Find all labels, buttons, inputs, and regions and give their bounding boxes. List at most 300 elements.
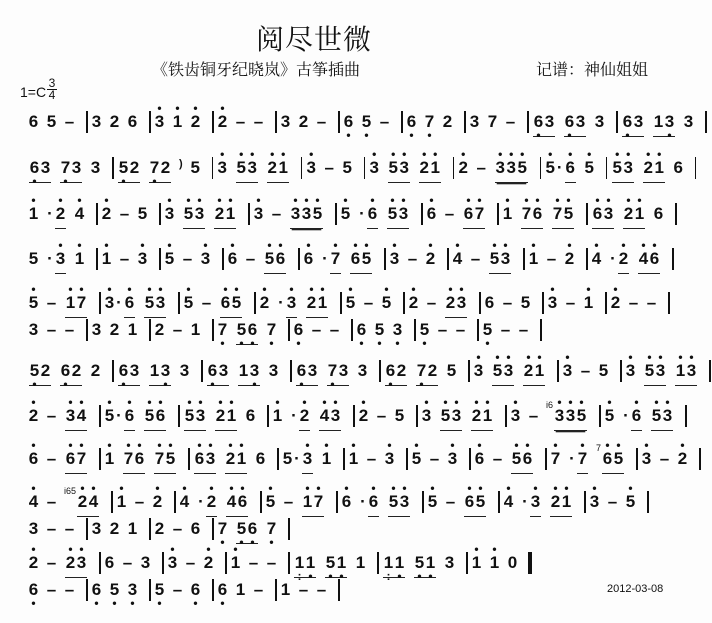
note: 5 • — [388, 481, 399, 511]
notation-row: 4 • – i65 2 • 4 • 1 • – 2 • 4 • · 2 • 4 • 6 • 5 • – 1 • 7 • 6 • · 6 • 5 • 3 • 5 • – 6 • 5 • 4 • · 3 • 2 • 1 • 3 • – 5 • — [28, 492, 652, 522]
barline — [158, 553, 167, 575]
note: 1 • — [675, 350, 686, 380]
note: 6 • — [118, 361, 129, 391]
beam-group — [440, 395, 462, 431]
barline — [643, 492, 652, 514]
note: 5 • — [264, 238, 275, 268]
barline — [580, 492, 589, 514]
barline — [347, 320, 356, 342]
barline — [92, 204, 101, 226]
note: 5 • — [563, 193, 574, 223]
note: 7 • — [550, 438, 561, 468]
note: 1 • — [654, 147, 664, 177]
note: 5 • — [29, 361, 40, 391]
note: 7 • — [217, 519, 228, 549]
barline — [412, 406, 421, 428]
note: 6 • — [190, 580, 201, 610]
note: 6 • — [522, 438, 533, 468]
beam-group — [416, 361, 438, 391]
note: 1 • — [116, 481, 127, 511]
barline — [286, 361, 295, 383]
barline — [494, 492, 503, 514]
beam-group — [118, 158, 140, 188]
barline — [595, 406, 604, 428]
barline — [375, 361, 384, 383]
beam-group — [623, 193, 645, 229]
note: 5 — [282, 449, 293, 468]
barline — [92, 249, 101, 271]
beam-group — [414, 553, 436, 583]
beam-group — [387, 193, 409, 229]
note: 2 • — [101, 193, 112, 223]
dash: – — [235, 112, 246, 131]
beam-group — [319, 395, 341, 431]
note: 1 • — [583, 282, 594, 312]
beam-group — [495, 147, 528, 183]
beam-group — [651, 395, 673, 431]
dash: – — [46, 553, 57, 572]
note: 3 — [179, 361, 190, 380]
dash: – — [271, 204, 282, 223]
note: 3 — [28, 519, 39, 538]
note: 5 • — [419, 320, 430, 350]
notation-row — [28, 580, 343, 610]
note: 1 • — [502, 193, 513, 223]
note: 6 • — [464, 481, 475, 511]
note: 5 • — [511, 438, 522, 468]
note: 3 • — [155, 282, 166, 312]
beam-group — [236, 519, 258, 549]
note: 6 • — [237, 481, 248, 511]
note: 3 • — [389, 238, 400, 268]
note: 6 • — [565, 147, 575, 177]
note: 1 • — [489, 542, 500, 572]
note: 1 : — [383, 553, 394, 583]
barline — [538, 293, 547, 315]
note: 5 — [394, 406, 405, 425]
note: 3 • — [451, 395, 462, 425]
barline — [82, 519, 91, 541]
barline — [399, 293, 408, 315]
barline — [208, 320, 217, 342]
beam-group — [565, 147, 576, 183]
note: 3 • — [686, 350, 697, 380]
note: 2 • — [643, 147, 653, 177]
barline — [221, 553, 230, 575]
note: 6 — [484, 293, 495, 312]
barline — [208, 519, 217, 541]
note: 1 • — [226, 395, 237, 425]
note: 2 • — [306, 282, 317, 312]
dash: – — [172, 580, 183, 599]
note: 2 • — [55, 193, 66, 223]
note: 5 • — [236, 519, 247, 549]
note: 3 • — [562, 350, 573, 380]
beam-group — [325, 553, 347, 583]
dash: – — [445, 492, 456, 511]
note: 6 • — [649, 238, 660, 268]
notation-row: 5 · 3 • 1 • 1 • – 3 • 5 • – 3 • 6 • – 5 • 6 • 6 • · 7 • 6 • 5 • 3 • – 2 • 4 • – 5 • 3 • 1 • – 2 • 4 • · 2 • 4 • 6 • — [28, 249, 677, 279]
dash: – — [646, 293, 657, 312]
beam-group — [511, 438, 533, 474]
note: 3 • — [655, 350, 666, 380]
note: 3 — [40, 158, 51, 177]
dash: – — [518, 320, 529, 339]
note: 5 • — [612, 147, 622, 177]
note: 6 • — [426, 193, 437, 223]
note: 5 • — [325, 553, 336, 583]
note: 3 • — [127, 580, 138, 610]
beam-group — [530, 481, 541, 517]
barline — [380, 249, 389, 271]
note: 6 • — [631, 395, 642, 425]
note: 3 • — [154, 101, 165, 131]
note: 3 • — [302, 438, 313, 468]
note: 6 • — [406, 112, 417, 142]
note: 1 • — [236, 438, 247, 468]
beam-group — [55, 238, 66, 274]
note: 3 • — [286, 282, 297, 312]
beam-group — [183, 193, 205, 229]
note: 1 • — [528, 238, 539, 268]
note: 3 • — [194, 193, 205, 223]
note: 3 • — [565, 395, 576, 425]
note: 6 • — [60, 361, 71, 391]
barline — [184, 449, 193, 471]
note: 7 • — [424, 112, 435, 142]
beam-group — [207, 361, 229, 391]
note: 3 • — [384, 438, 395, 468]
beam-group — [206, 481, 217, 517]
note: 5 — [520, 293, 531, 312]
note: 6 — [104, 553, 115, 572]
note: 5 • — [154, 580, 165, 610]
barline — [519, 249, 528, 271]
barline — [402, 449, 411, 471]
barline — [256, 492, 265, 514]
note: 5 • — [345, 282, 356, 312]
note: 5 • — [312, 193, 323, 223]
note: 1 • — [74, 238, 85, 268]
note: 1 — [127, 320, 138, 339]
note: 6 • — [28, 580, 39, 610]
note: 3 • — [217, 147, 227, 177]
notation-row — [28, 320, 545, 350]
note: 6 • — [385, 361, 396, 391]
barline — [691, 158, 700, 180]
dash: – — [426, 293, 437, 312]
dash: – — [316, 112, 327, 131]
dash: – — [607, 492, 618, 511]
note: 6 — [28, 112, 39, 131]
dash: – — [316, 580, 327, 599]
note: 3 • — [137, 238, 148, 268]
dash: – — [122, 553, 133, 572]
note: 3 — [218, 361, 229, 380]
barline — [632, 449, 641, 471]
beam-group — [492, 350, 514, 386]
note: 2 • — [458, 147, 468, 177]
transcriber-credit: 记谱：神仙姐姐 — [536, 60, 649, 79]
barline — [582, 249, 591, 271]
note: 4 • — [319, 395, 330, 425]
note: 6 • — [217, 580, 228, 610]
beam-group — [302, 481, 324, 517]
note: 6 • — [28, 438, 39, 468]
note: 1 • — [482, 395, 493, 425]
barline — [339, 449, 348, 471]
note: 5 — [446, 361, 457, 380]
barline — [464, 361, 473, 383]
notation-row — [28, 542, 534, 583]
note: 3 • — [603, 193, 614, 223]
beam-group — [65, 282, 87, 318]
note: 7 • — [76, 282, 87, 312]
barline — [373, 553, 382, 575]
dash: – — [363, 293, 374, 312]
note: 7 • — [266, 519, 277, 549]
note: 5 • — [576, 395, 587, 425]
note: 3 • — [167, 542, 178, 572]
beam-group — [149, 158, 171, 188]
note: 3 • — [510, 395, 521, 425]
note: 5 • — [265, 481, 276, 511]
beam-group — [225, 438, 247, 474]
note: 3 • — [447, 438, 458, 468]
note: 1 : — [294, 553, 305, 583]
barline — [701, 112, 710, 134]
note: 3 • — [421, 395, 432, 425]
note: 5 • — [236, 147, 246, 177]
dash: – — [46, 406, 57, 425]
note: 6 • — [220, 282, 231, 312]
note: 6 • — [124, 282, 135, 312]
note: 1 • — [28, 193, 39, 223]
note: 6 • — [532, 193, 543, 223]
note: 5 — [342, 158, 352, 177]
dash: – — [366, 449, 377, 468]
note: 4 • — [638, 238, 649, 268]
beam-group — [327, 361, 349, 391]
beam-group — [653, 112, 675, 142]
note: 2 — [427, 361, 438, 380]
beam-group — [463, 193, 485, 229]
barline — [449, 158, 458, 180]
note: 5 • — [625, 481, 636, 511]
barline — [536, 158, 545, 180]
note: 2 — [109, 519, 120, 538]
note: 2 • — [618, 238, 629, 268]
note: 5 • — [104, 395, 115, 425]
note: 7 • — [123, 438, 134, 468]
barline — [465, 449, 474, 471]
dash: – — [492, 449, 503, 468]
note: 2 • — [523, 350, 534, 380]
barline — [612, 112, 621, 134]
note: 6 — [245, 406, 256, 425]
note: 3 — [338, 361, 349, 380]
date-stamp: 2012-03-08 — [607, 583, 664, 595]
dash: – — [565, 293, 576, 312]
grace-note: 7 — [596, 443, 602, 453]
beam-group — [215, 395, 237, 431]
beam-group — [65, 542, 87, 578]
note: 6 • — [296, 361, 307, 391]
note: 5 • — [183, 193, 194, 223]
dash: – — [329, 320, 340, 339]
beam-group — [144, 395, 166, 431]
note: 3 • — [76, 542, 87, 572]
dash: – — [470, 249, 481, 268]
barline — [271, 112, 280, 134]
note: 1 — [149, 361, 160, 380]
note: 5 • — [144, 282, 155, 312]
barline — [460, 112, 469, 134]
note: 3 — [307, 361, 318, 380]
beam-group — [77, 481, 99, 517]
barline — [218, 249, 227, 271]
note: 2 • — [190, 101, 201, 131]
barline — [681, 406, 690, 428]
note: 5 • — [482, 320, 493, 350]
dash: – — [444, 204, 455, 223]
note: 3 • — [503, 350, 514, 380]
barline — [541, 449, 550, 471]
note: 7 • — [313, 481, 324, 511]
note: 3 • — [249, 361, 260, 391]
dash: – — [64, 580, 75, 599]
meter-top: 3 — [48, 76, 56, 90]
note: 2 • — [471, 395, 482, 425]
note: 3 • — [547, 282, 558, 312]
note: 3 — [594, 112, 605, 131]
barline — [475, 293, 484, 315]
note: 2 • — [408, 282, 419, 312]
dash: – — [502, 293, 513, 312]
dash: – — [407, 249, 418, 268]
beam-group — [296, 361, 318, 391]
dash: – — [119, 249, 130, 268]
note: 5 • — [427, 481, 438, 511]
beam-group — [65, 395, 87, 431]
note: 5 • — [361, 238, 372, 268]
note: 1 • — [65, 282, 76, 312]
beam-group — [631, 395, 642, 431]
note: 1 • — [471, 542, 482, 572]
beam-group — [592, 193, 614, 229]
note: 1 • — [561, 481, 572, 511]
note: 6 • — [227, 238, 238, 268]
dash: – — [46, 519, 57, 538]
dash: – — [437, 320, 448, 339]
note: 6 • — [247, 320, 258, 350]
note: 7 • — [217, 320, 228, 350]
note: 2 • — [259, 282, 270, 312]
note: 6 • — [592, 193, 603, 223]
note: 2 • — [677, 438, 688, 468]
beam-group — [184, 395, 206, 431]
beam-group — [419, 147, 441, 183]
note: 1 • — [305, 553, 316, 583]
barline — [334, 580, 343, 602]
note: 6 • — [65, 438, 76, 468]
note: 1 — [127, 519, 138, 538]
note: 5 • — [231, 282, 242, 312]
beam-group — [299, 395, 310, 431]
note: 5 — [190, 158, 200, 177]
beam-group — [226, 481, 248, 517]
note: 5 — [28, 249, 39, 268]
note: 2 — [129, 158, 140, 177]
barline — [462, 553, 471, 575]
note: 2 • — [610, 282, 621, 312]
beam-group — [29, 361, 51, 391]
beam-group — [533, 112, 555, 142]
note: 4 • — [74, 193, 85, 223]
beam-group — [220, 282, 242, 318]
note: 3 • — [160, 361, 171, 391]
note: 6 • — [303, 238, 314, 268]
note: 5 • — [411, 438, 422, 468]
note: 2 • — [65, 542, 76, 572]
barline — [155, 204, 164, 226]
note: 6 • — [533, 112, 544, 142]
dash: – — [455, 320, 466, 339]
barline — [284, 519, 293, 541]
dash: – — [429, 449, 440, 468]
beam-group — [388, 481, 410, 517]
beam-group — [445, 282, 467, 318]
note: 1 — [190, 320, 201, 339]
note: 2 — [298, 112, 309, 131]
note: 5 • — [517, 147, 527, 177]
barline — [271, 580, 280, 602]
note: 0 — [507, 553, 518, 572]
note: 3 • — [306, 147, 316, 177]
barline — [95, 553, 104, 575]
note: 6 • — [293, 320, 304, 350]
barline — [443, 249, 452, 271]
note: 4 • — [503, 481, 514, 511]
beam-group — [368, 481, 379, 517]
note: 3 • — [500, 238, 511, 268]
note: 6 • — [350, 238, 361, 268]
beam-group — [294, 553, 316, 583]
note: 3 • — [495, 147, 505, 177]
note: 7 • — [327, 361, 338, 391]
barline — [582, 204, 591, 226]
beam-group — [144, 282, 166, 318]
note: 7 • — [577, 438, 588, 468]
note: 4 • — [88, 481, 99, 511]
beam-group — [550, 481, 572, 517]
beam-group — [123, 438, 145, 474]
barline — [82, 320, 91, 342]
barline — [493, 204, 502, 226]
barline — [174, 406, 183, 428]
beam-group — [124, 282, 135, 318]
note: 3 — [28, 320, 39, 339]
dash: – — [283, 492, 294, 511]
note: 3 • — [399, 481, 410, 511]
beam-group — [290, 193, 323, 229]
note: 1 • — [101, 238, 112, 268]
note: 5 • — [475, 481, 486, 511]
note: 5 • — [644, 350, 655, 380]
note: 1 • — [348, 438, 359, 468]
beam-group — [602, 438, 624, 474]
note: 3 • — [200, 238, 211, 268]
